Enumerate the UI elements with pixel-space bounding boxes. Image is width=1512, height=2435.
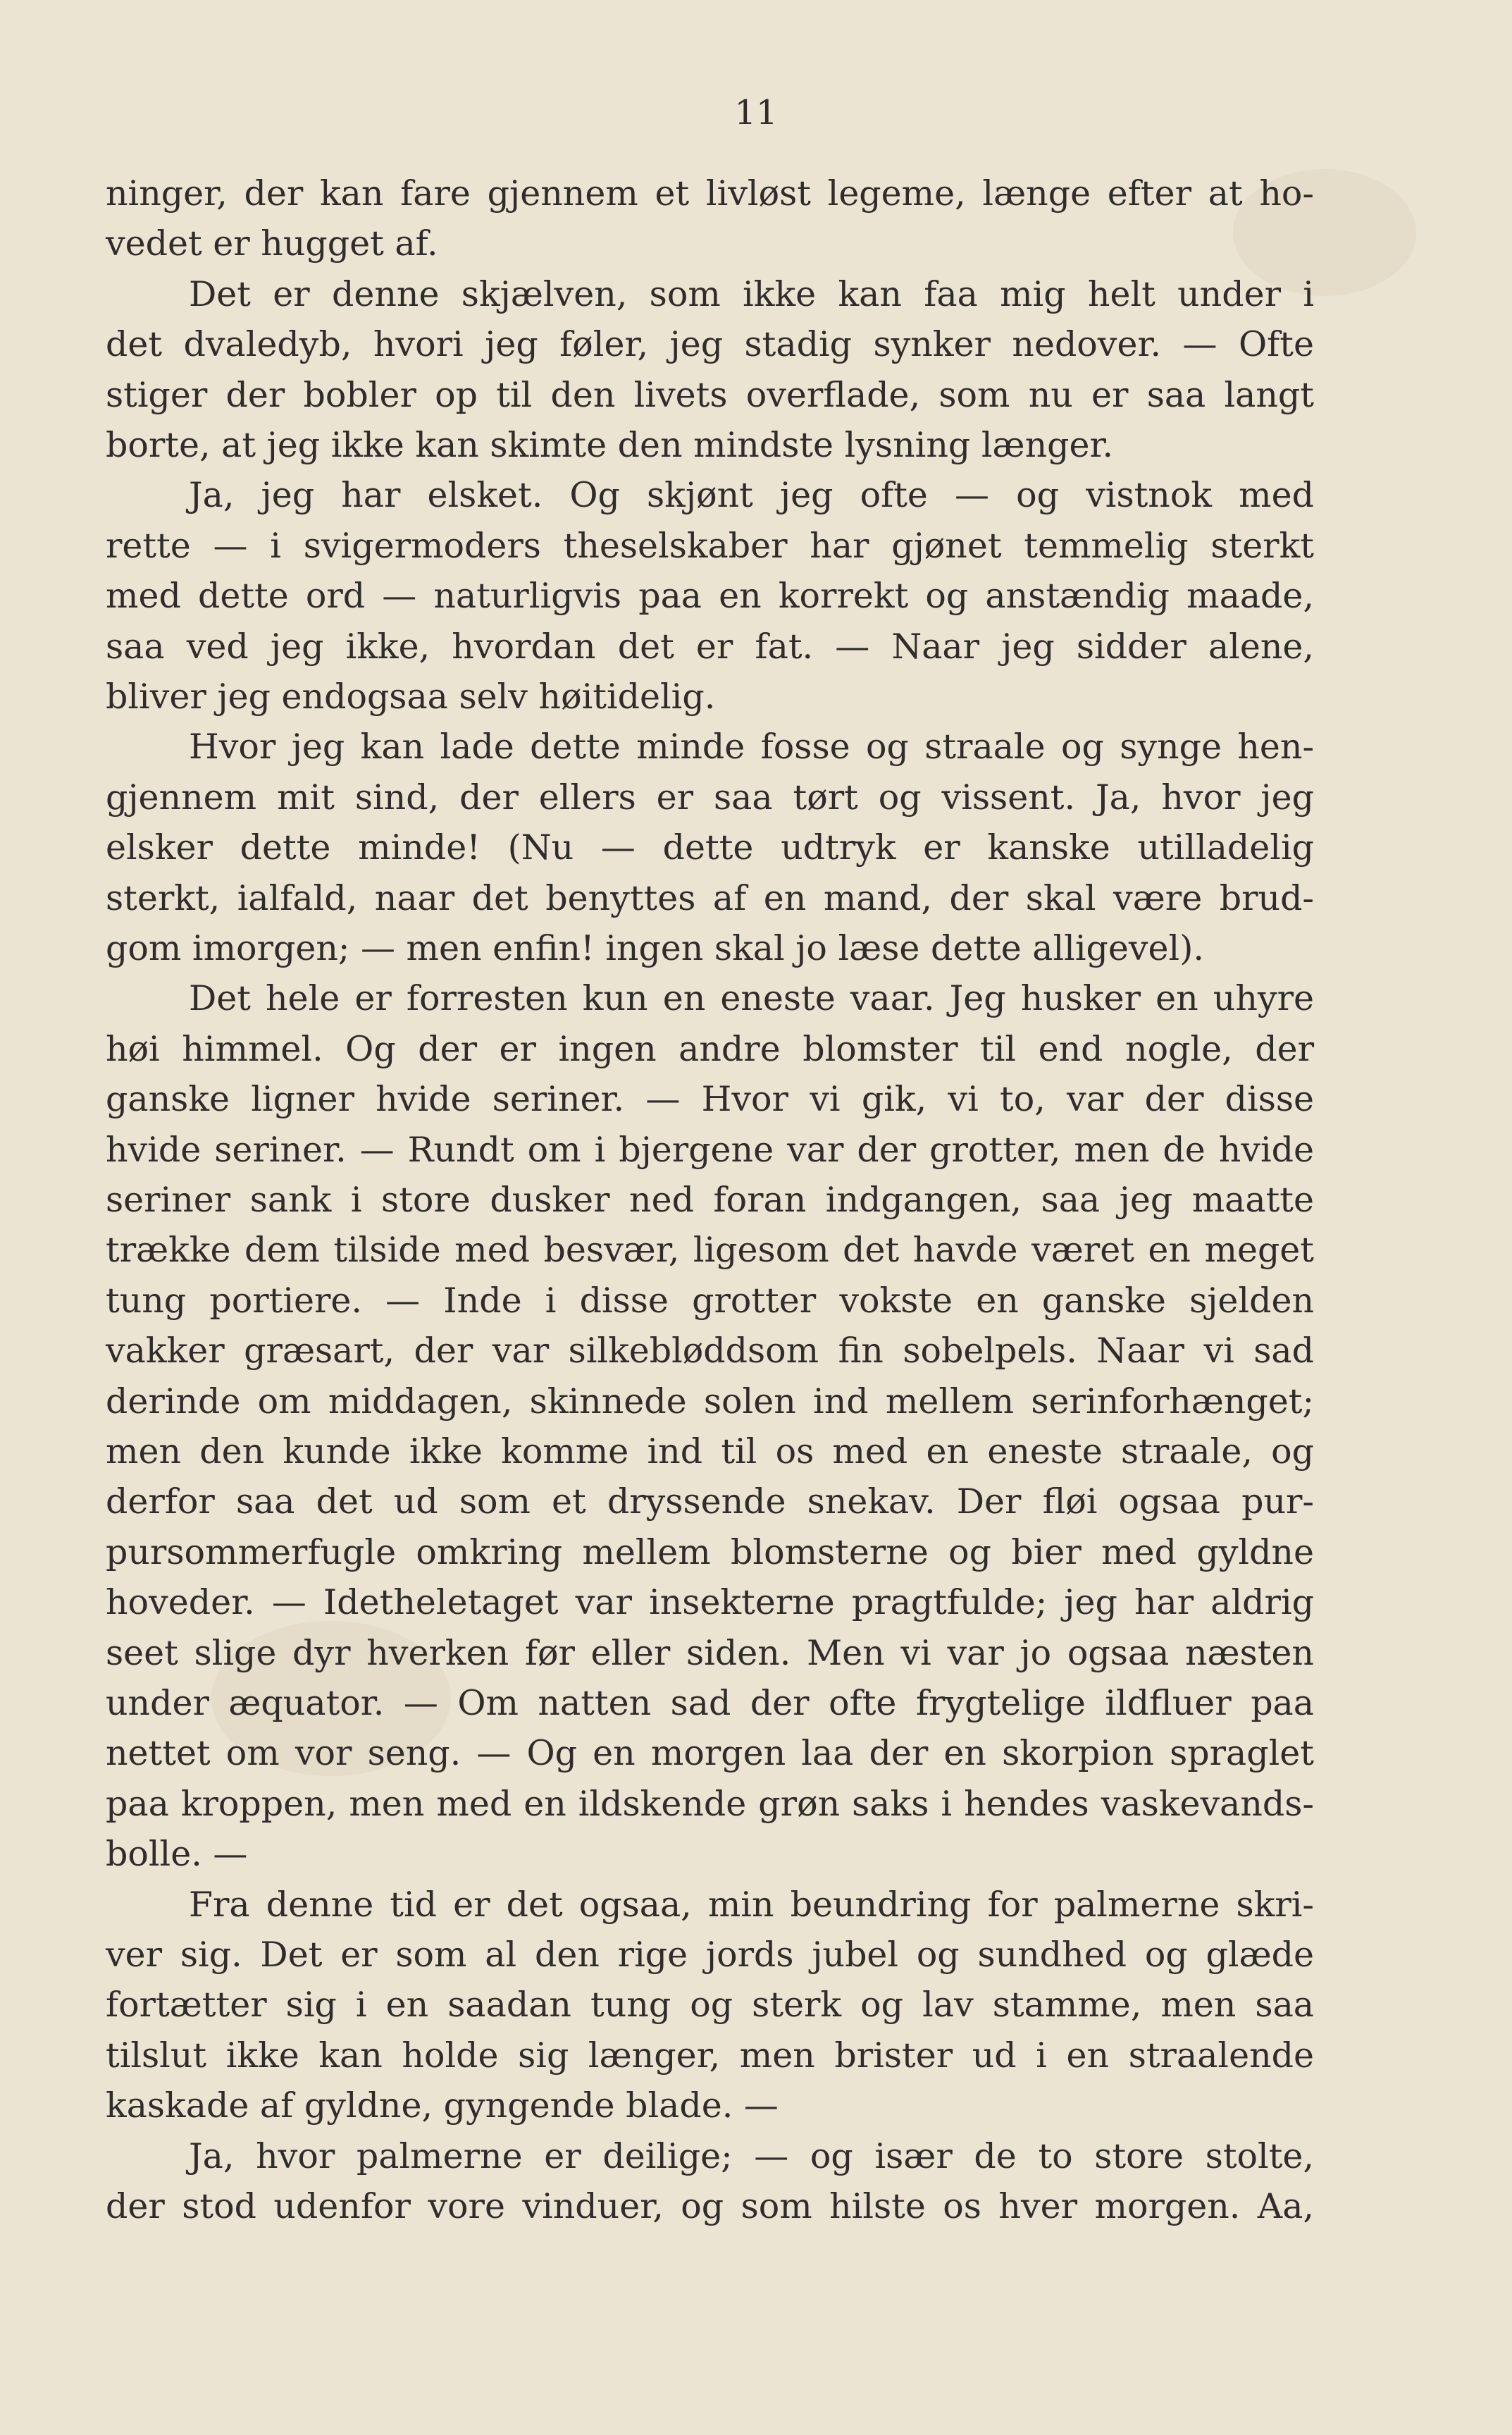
text-line: tilslut ikke kan holde sig længer, men brister ud i en straalende — [106, 2035, 1314, 2076]
text-line: høi himmel. Og der er ingen andre blomster til end nogle, der — [106, 1028, 1314, 1069]
text-line: ganske ligner hvide seriner. — Hvor vi gik, vi to, var der disse — [106, 1079, 1314, 1120]
text-line: under æquator. — Om natten sad der ofte frygtelige ildfluer paa — [106, 1683, 1314, 1723]
text-line: Ja, hvor palmerne er deilige; — og især de to store stolte, — [189, 2135, 1314, 2176]
text-line: paa kroppen, men med en ildskende grøn saks i hendes vaskevands- — [106, 1783, 1314, 1824]
text-line: Ja, jeg har elsket. Og skjønt jeg ofte — og vistnok med — [189, 475, 1314, 516]
text-line: det dvaledyb, hvori jeg føler, jeg stadig synker nedover. — Ofte — [106, 324, 1314, 365]
text-line: trække dem tilside med besvær, ligesom det havde været en meget — [106, 1230, 1314, 1271]
text-line: derinde om middagen, skinnede solen ind mellem serinforhænget; — [106, 1381, 1314, 1422]
text-line: Fra denne tid er det ogsaa, min beundring for palmerne skri- — [189, 1884, 1314, 1925]
text-line: gjennem mit sind, der ellers er saa tørt og vissent. Ja, hvor jeg — [106, 777, 1314, 818]
text-line: ver sig. Det er som al den rige jords jubel og sundhed og glæde — [106, 1935, 1314, 1975]
text-line: elsker dette minde! (Nu — dette udtryk er kanske utilladelig — [106, 827, 1314, 868]
text-line: seriner sank i store dusker ned foran indgangen, saa jeg maatte — [106, 1180, 1314, 1220]
text-line: Det er denne skjælven, som ikke kan faa mig helt under i — [189, 273, 1314, 314]
text-line: vakker græsart, der var silkebløddsom fin sobelpels. Naar vi sad — [106, 1331, 1314, 1371]
text-line: rette — i svigermoders theselskaber har gjønet temmelig sterkt — [106, 525, 1314, 566]
text-line: stiger der bobler op til den livets overflade, som nu er saa langt — [106, 374, 1314, 415]
text-line: saa ved jeg ikke, hvordan det er fat. — Naar jeg sidder alene, — [106, 626, 1314, 667]
text-line: hoveder. — Idetheletaget var insekterne pragtfulde; jeg har aldrig — [106, 1582, 1314, 1623]
text-line: seet slige dyr hverken før eller siden. Men vi var jo ogsaa næsten — [106, 1632, 1314, 1673]
page-number: 11 — [734, 93, 778, 132]
text-line: bliver jeg endogsaa selv høitidelig. — [106, 677, 716, 717]
text-line: med dette ord — naturligvis paa en korrekt og anstændig maade, — [106, 576, 1314, 617]
text-line: borte, at jeg ikke kan skimte den mindste lysning længer. — [106, 425, 1114, 465]
text-line: der stod udenfor vore vinduer, og som hilste os hver morgen. Aa, — [106, 2186, 1314, 2226]
text-line: derfor saa det ud som et dryssende snekav. Der fløi ogsaa pur- — [106, 1481, 1314, 1522]
text-line: tung portiere. — Inde i disse grotter vokste en ganske sjelden — [106, 1280, 1314, 1321]
text-line: men den kunde ikke komme ind til os med en eneste straale, og — [106, 1431, 1314, 1472]
text-line: Hvor jeg kan lade dette minde fosse og straale og synge hen- — [189, 727, 1314, 768]
text-line: hvide seriner. — Rundt om i bjergene var der grotter, men de hvide — [106, 1129, 1314, 1170]
text-line: sterkt, ialfald, naar det benyttes af en mand, der skal være brud- — [106, 877, 1314, 918]
text-line: kaskade af gyldne, gyngende blade. — — [106, 2085, 779, 2126]
text-line: ninger, der kan fare gjennem et livløst legeme, længe efter at ho- — [106, 173, 1314, 214]
text-line: fortætter sig i en saadan tung og sterk og lav stamme, men saa — [106, 1985, 1314, 2026]
text-line: Det hele er forresten kun en eneste vaar. Jeg husker en uhyre — [189, 978, 1314, 1019]
text-line: vedet er hugget af. — [106, 223, 438, 264]
text-line: pursommerfugle omkring mellem blomsterne og bier med gyldne — [106, 1531, 1314, 1572]
text-line: gom imorgen; — men enfin! ingen skal jo læse dette alligevel). — [106, 928, 1204, 968]
text-line: bolle. — — [106, 1834, 248, 1875]
text-line: nettet om vor seng. — Og en morgen laa der en skorpion spraglet — [106, 1733, 1314, 1774]
